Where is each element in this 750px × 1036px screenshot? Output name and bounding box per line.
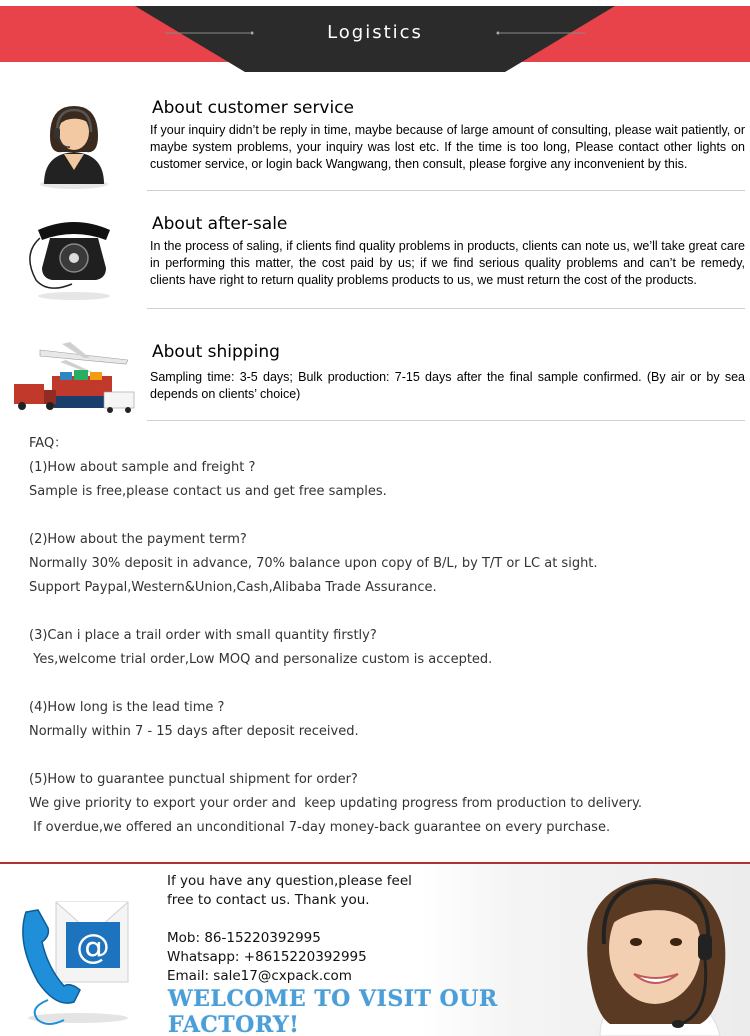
section-body: Sampling time: 3-5 days; Bulk production: 7-15 days after the final sample confirmed. (By air or by sea depends on clients’ choice)	[150, 370, 745, 401]
section-after-sale	[0, 208, 750, 308]
section-title: About customer service	[152, 98, 355, 118]
header-banner	[0, 0, 750, 80]
support-agent-photo	[560, 864, 750, 1036]
faq-heading: FAQ：	[29, 436, 68, 451]
contact-intro-line: If you have any question,please feel	[167, 873, 412, 889]
email-phone-icon	[8, 882, 138, 1032]
mobile-number: Mob: 86-15220392995	[167, 930, 321, 946]
faq-question: (2)How about the payment term?	[29, 532, 247, 547]
contact-footer	[0, 862, 750, 1036]
contact-info	[167, 872, 467, 986]
contact-intro-line: free to contact us. Thank you.	[167, 892, 370, 908]
section-title: About after-sale	[152, 214, 288, 234]
faq-answer: Normally 30% deposit in advance, 70% balance upon copy of B/L, by T/T or LC at sight.	[29, 556, 598, 571]
whatsapp-number: Whatsapp: +8615220392995	[167, 949, 367, 965]
faq-question: (5)How to guarantee punctual shipment for order?	[29, 772, 358, 787]
welcome-banner-text: WELCOME TO VISIT OUR FACTORY!	[168, 986, 498, 1036]
faq-question: (1)How about sample and freight ?	[29, 460, 256, 475]
section-body: If your inquiry didn’t be reply in time, maybe because of large amount of consulting, please wait patiently, or maybe system problems, your inquiry was lost etc. If the time is too long, Please contact other lights on customer service, or login back Wangwang, then consult, please forgive any inconvenient by this.	[150, 123, 745, 171]
faq-answer: If overdue,we offered an unconditional 7-day money-back guarantee on every purchase.	[29, 820, 611, 835]
svg-text:@: @	[76, 927, 110, 967]
banner-title: Logistics	[327, 22, 423, 43]
faq-section	[29, 432, 729, 840]
section-title: About shipping	[152, 342, 280, 362]
faq-question: (3)Can i place a trail order with small quantity firstly?	[29, 628, 377, 643]
faq-answer: Support Paypal,Western&Union,Cash,Alibaba Trade Assurance.	[29, 580, 437, 595]
section-shipping	[0, 320, 750, 420]
section-customer-service	[0, 92, 750, 192]
email-address: Email: sale17@cxpack.com	[167, 968, 352, 984]
section-body: In the process of saling, if clients find quality problems in products, clients can note us, we’ll take great care in performing this matter, the cost paid by us; if we find serious quality problems and can’t be remedy, clients have right to return quality problems products to us, we must return the cost of the products.	[150, 239, 745, 287]
faq-answer: We give priority to export your order and keep updating progress from production to delivery.	[29, 796, 642, 811]
shipping-transport-icon	[0, 320, 145, 430]
faq-question: (4)How long is the lead time ?	[29, 700, 225, 715]
faq-answer: Yes,welcome trial order,Low MOQ and personalize custom is accepted.	[29, 652, 493, 667]
telephone-icon	[0, 208, 145, 318]
divider	[147, 308, 745, 309]
faq-answer: Normally within 7 - 15 days after deposit received.	[29, 724, 359, 739]
faq-answer: Sample is free,please contact us and get free samples.	[29, 484, 387, 499]
divider	[147, 420, 745, 421]
divider	[147, 190, 745, 191]
customer-service-agent-icon	[0, 92, 145, 202]
